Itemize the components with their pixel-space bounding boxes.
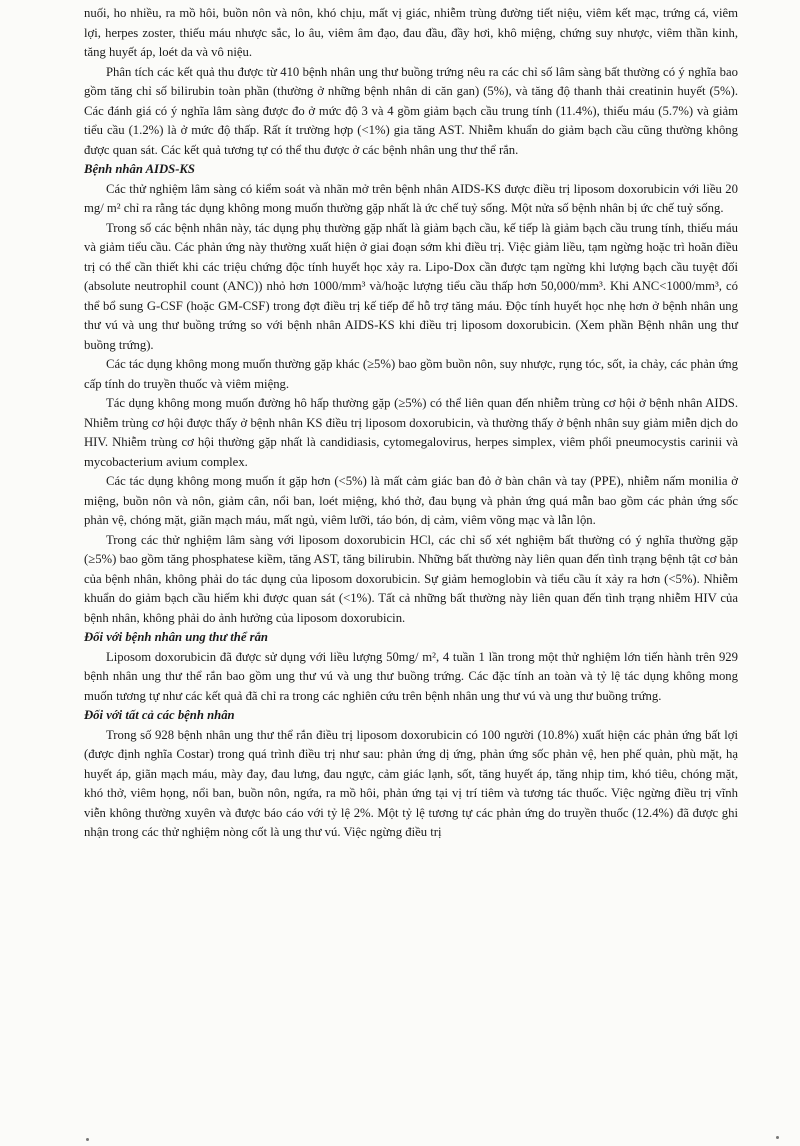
section-heading: Đối với bệnh nhân ung thư thể rắn bbox=[84, 630, 268, 644]
scan-speck bbox=[86, 1138, 89, 1141]
paragraph: Các tác dụng không mong muốn thường gặp khác (≥5%) bao gồm buồn nôn, suy nhược, rụng tóc, sốt, ỉa chảy, các phản ứng cấp tính do truyền thuốc và viêm miệng. bbox=[84, 357, 738, 391]
paragraph: Các tác dụng không mong muốn ít gặp hơn (<5%) là mất cảm giác ban đỏ ở bàn chân và tay (PPE), nhiễm nấm monilia ở miệng, buồn nôn và nôn, giảm cân, nổi ban, loét miệng, khó thở, đau bụng và phản ứng quá mẫn bao gồm các phản ứng sốc phản vệ, chóng mặt, giãn mạch máu, mất ngủ, viêm lưỡi, táo bón, dị cảm, viêm võng mạc và lẫn lộn. bbox=[84, 474, 738, 527]
paragraph: Liposom doxorubicin đã được sử dụng với liều lượng 50mg/ m², 4 tuần 1 lần trong một thử nghiệm lớn tiến hành trên 929 bệnh nhân ung thư thể rắn bao gồm ung thư vú và ung thư buồng trứng. Các đặc tính an toàn và tỷ lệ tác dụng không mong muốn tương tự như các kết quả đã chỉ ra trong các nghiên cứu trên bệnh nhân ung thư vú và ung thư buồng trứng. bbox=[84, 649, 738, 703]
section-heading: Đối với tất cả các bệnh nhân bbox=[84, 708, 235, 722]
paragraph: Trong số 928 bệnh nhân ung thư thể rắn điều trị liposom doxorubicin có 100 người (10.8%) xuất hiện các phản ứng bất lợi (được định nghĩa Costar) trong quá trình điều trị như sau: phản ứng dị ứng, phản ứng sốc phản vệ, hen phế quản, phù mặt, hạ huyết áp, giãn mạch máu, mày đay, đau lưng, đau ngực, cảm giác lạnh, sốt, tăng huyết áp, tăng nhịp tim, khó tiêu, chóng mặt, khó thở, viêm họng, nổi ban, buồn nôn, ngứa, ra mồ hôi, phản ứng tại vị trí tiêm và tương tác thuốc. Việc ngừng điều trị vĩnh viễn không thường xuyên và được báo cáo với tỷ lệ 2%. Một tỷ lệ tương tự các phản ứng do truyền thuốc (12.4%) đã được ghi nhận trong các thử nghiệm nòng cốt là ung thư vú. Việc ngừng điều trị bbox=[84, 727, 738, 839]
paragraph: Trong số các bệnh nhân này, tác dụng phụ thường gặp nhất là giảm bạch cầu, kế tiếp là giảm bạch cầu trung tính, thiếu máu và giảm tiểu cầu. Các phản ứng này thường xuất hiện ở giai đoạn sớm khi điều trị. Việc giảm liều, tạm ngừng hoặc trì hoãn điều trị có thể cần thiết khi các triệu chứng độc tính huyết học xảy ra. Lipo-Dox cần được tạm ngừng khi lượng bạch cầu tuyệt đối (absolute neutrophil count (ANC)) nhỏ hơn 1000/mm³ và/hoặc lượng tiểu cầu thấp hơn 50,000/mm³. Khi ANC<1000/mm³, có thể bổ sung G-CSF (hoặc GM-CSF) trong đợt điều trị kế tiếp để hỗ trợ tăng máu. Độc tính huyết học nhẹ hơn ở bệnh nhân ung thư vú và ung thư buồng trứng so với bệnh nhân AIDS-KS khi điều trị liposom doxorubicin. (Xem phần Bệnh nhân ung thư buồng trứng). bbox=[84, 220, 738, 352]
paragraph: Các thử nghiệm lâm sàng có kiểm soát và nhãn mở trên bệnh nhân AIDS-KS được điều trị liposom doxorubicin với liều 20 mg/ m² chỉ ra rằng tác dụng không mong muốn thường gặp nhất là ức chế tuỷ sống. Một nửa số bệnh nhân bị ức chế tuỷ sống. bbox=[84, 181, 738, 215]
paragraph: Tác dụng không mong muốn đường hô hấp thường gặp (≥5%) có thể liên quan đến nhiễm trùng cơ hội ở bệnh nhân AIDS. Nhiễm trùng cơ hội được thấy ở bệnh nhân KS điều trị liposom doxorubicin, và thường thấy ở bệnh nhân suy giảm miễn dịch do HIV. Nhiễm trùng cơ hội thường gặp nhất là candidiasis, cytomegalovirus, herpes simplex, viêm phổi pneumocystis carinii và mycobacterium avium complex. bbox=[84, 396, 738, 469]
scan-speck bbox=[776, 1136, 779, 1139]
body-text bbox=[84, 4, 738, 843]
paragraph: Trong các thử nghiệm lâm sàng với liposom doxorubicin HCl, các chỉ số xét nghiệm bất thường có ý nghĩa thường gặp (≥5%) bao gồm tăng phosphatese kiềm, tăng AST, tăng bilirubin. Những bất thường này liên quan đến tình trạng bệnh tật cơ bản của bệnh nhân, không phải do tác dụng của liposom doxorubicin. Sự giảm hemoglobin và tiểu cầu ít xảy ra hơn (<5%). Nhiễm khuẩn do giảm bạch cầu hiếm khi được quan sát (<1%). Tất cả những bất thường này liên quan đến tình trạng nhiễm HIV của bệnh nhân, không phải do ảnh hưởng của liposom doxorubicin. bbox=[84, 532, 738, 625]
paragraph: Phân tích các kết quả thu được từ 410 bệnh nhân ung thư buồng trứng nêu ra các chỉ số lâm sàng bất thường có ý nghĩa bao gồm tăng chỉ số bilirubin toàn phần (thường ở những bệnh nhân di căn gan) (5%), và tăng độ thanh thải creatinin huyết (5%). Các đánh giá có ý nghĩa lâm sàng được đo ở mức độ 3 và 4 gồm giảm bạch cầu trung tính (11.4%), thiếu máu (5.7%) và giảm tiểu cầu (1.2%) là ở mức độ thấp. Rất ít trường hợp (<1%) gia tăng AST. Nhiễm khuẩn do giảm bạch cầu cũng thường không được quan sát. Các kết quả tương tự có thể thu được ở các bệnh nhân ung thư thể rắn. bbox=[84, 64, 738, 157]
paragraph: nuối, ho nhiều, ra mồ hôi, buồn nôn và nôn, khó chịu, mất vị giác, nhiễm trùng đường tiết niệu, viêm kết mạc, trứng cá, viêm lợi, herpes zoster, thiếu máu nhược sắc, lo âu, viêm âm đạo, đau đầu, đầy hơi, khô miệng, chứng suy nhược, viêm thần kinh, tăng huyết áp, loét da và vô niệu. bbox=[84, 6, 738, 59]
section-heading: Bệnh nhân AIDS-KS bbox=[84, 162, 195, 176]
